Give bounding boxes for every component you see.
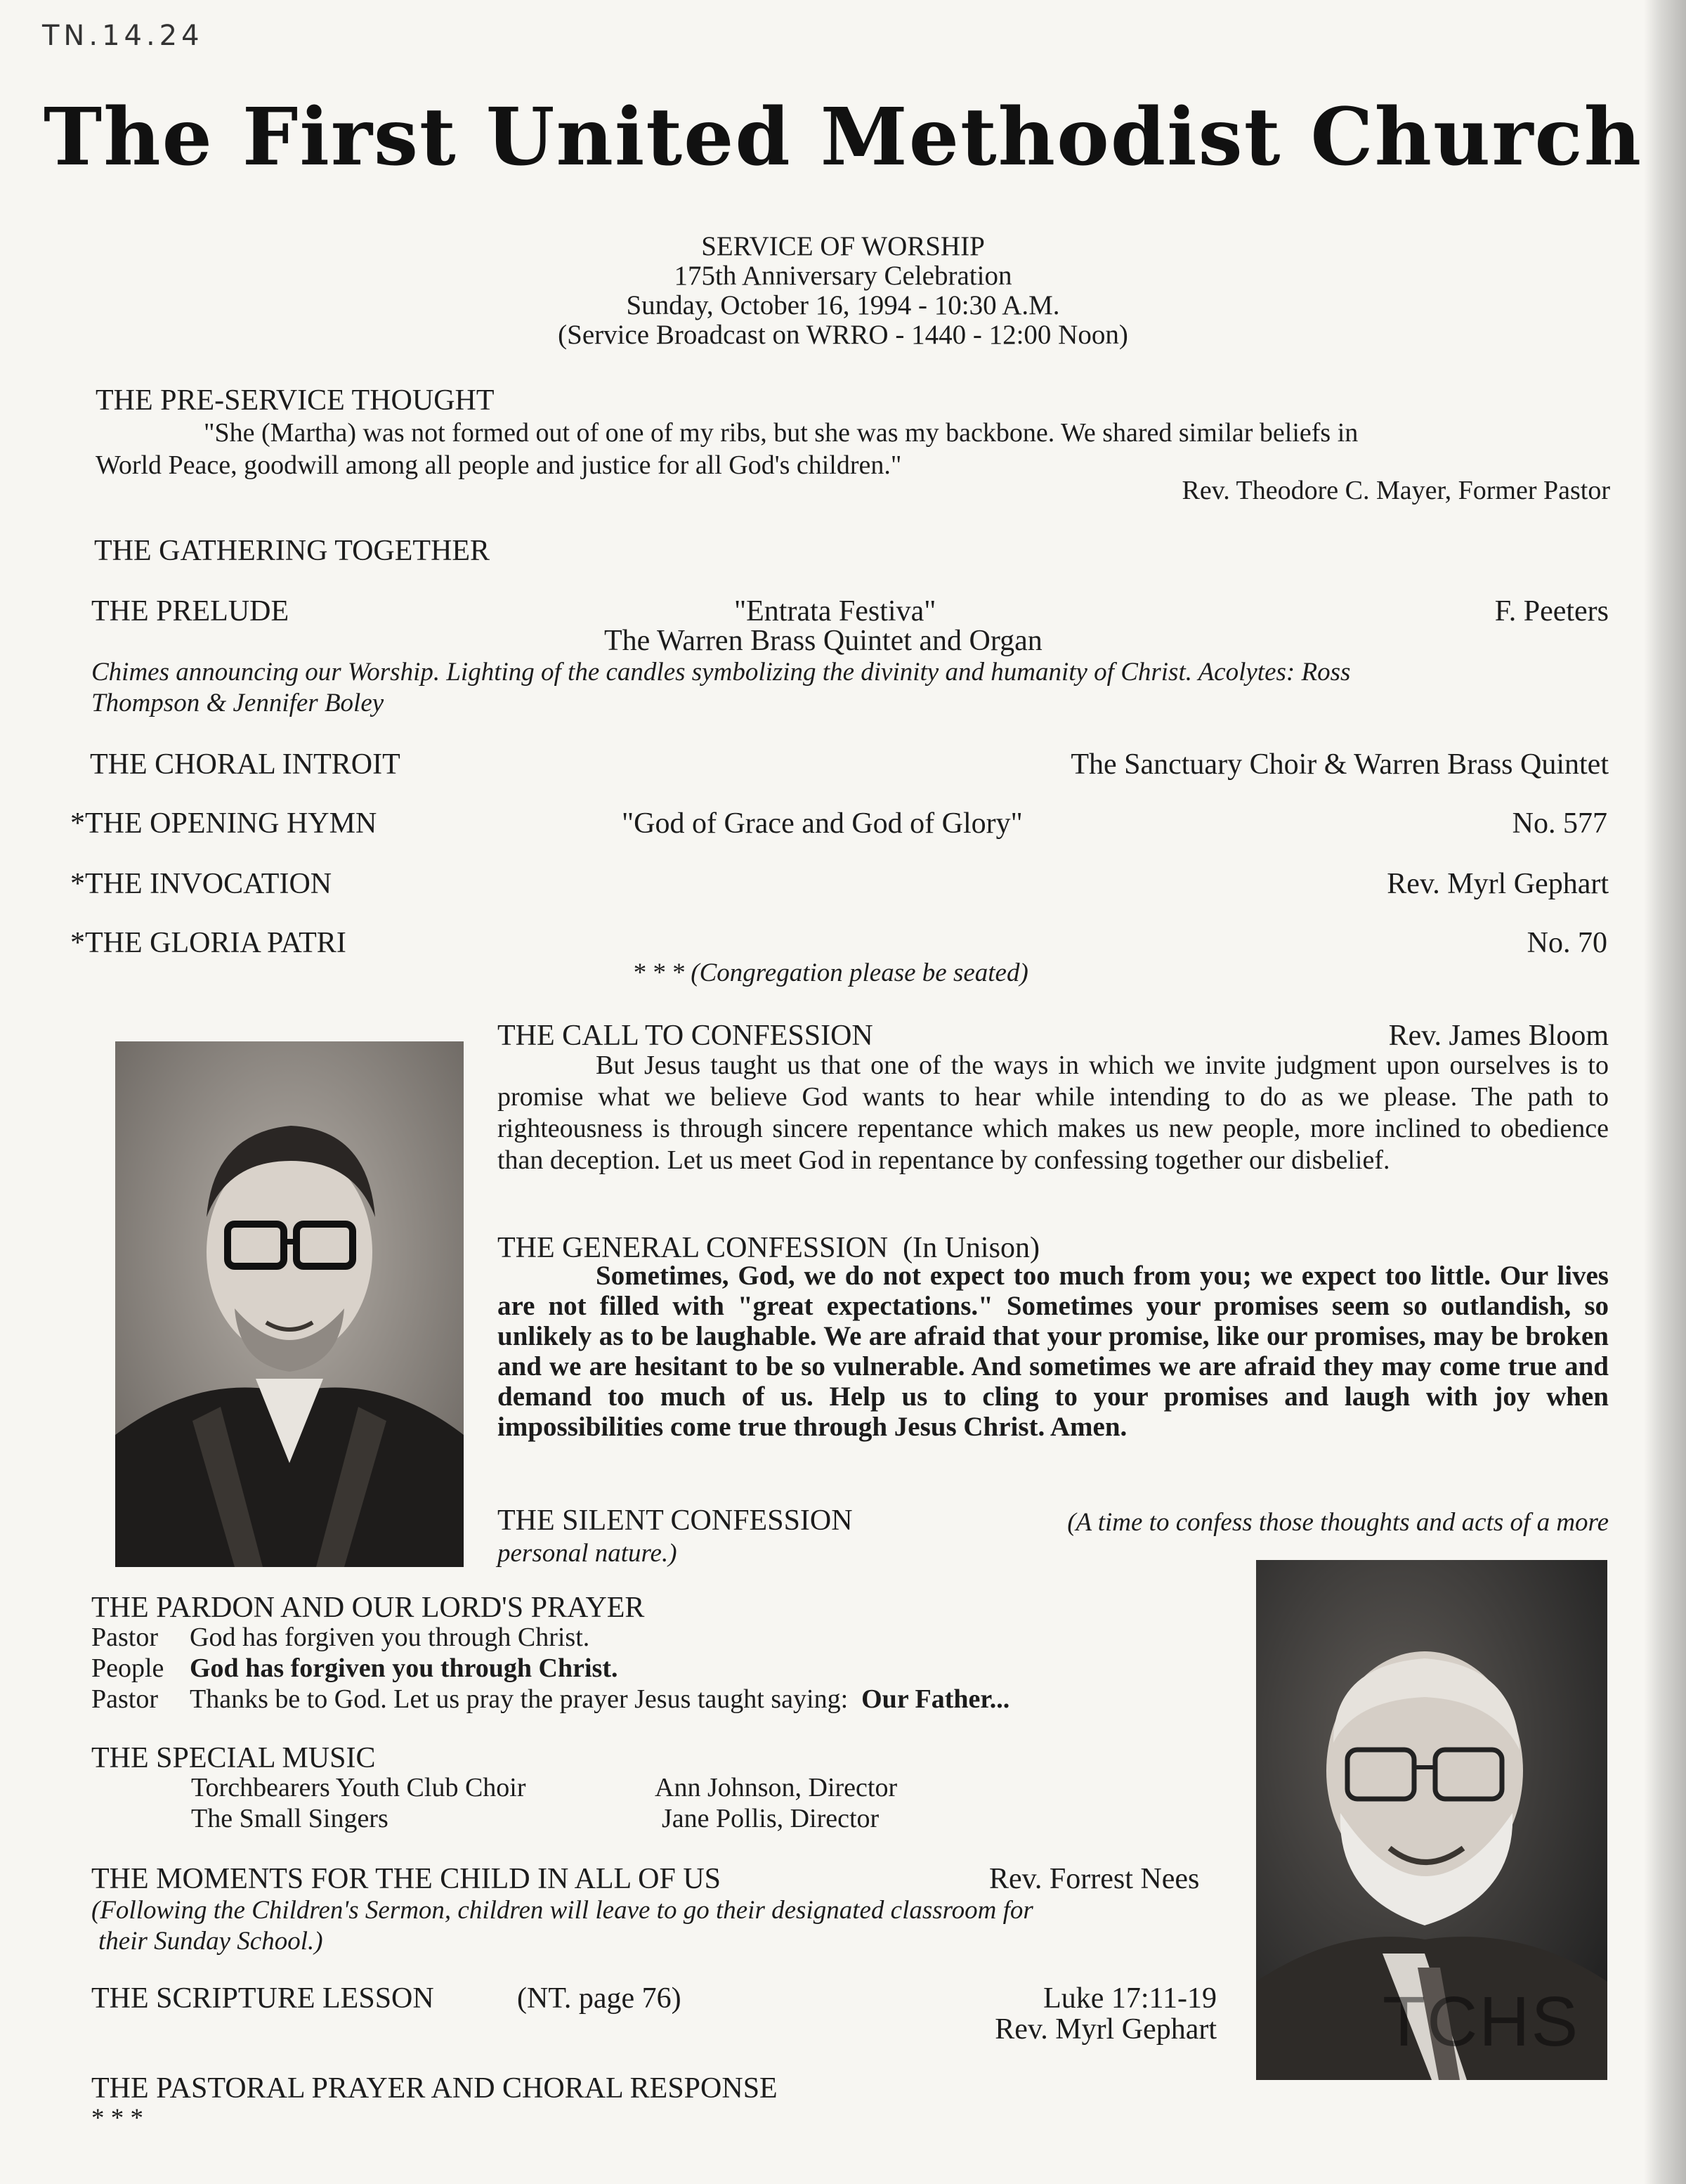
- silent-confession-note-line1: (A time to confess those thoughts and acts of a more: [1067, 1508, 1609, 1537]
- response-emphasis: Our Father...: [861, 1684, 1010, 1714]
- invocation-heading: *THE INVOCATION: [70, 868, 332, 900]
- general-confession-heading: [497, 1231, 1040, 1265]
- group-director: Jane Pollis, Director: [662, 1804, 880, 1833]
- response-text: God has forgiven you through Christ.: [190, 1623, 590, 1652]
- silent-confession-heading: THE SILENT CONFESSION: [497, 1504, 853, 1537]
- special-music-row: [191, 1772, 897, 1803]
- tchs-watermark: TCHS: [1383, 1982, 1580, 2061]
- prelude-piece: "Entrata Festiva": [734, 595, 936, 628]
- service-date: Sunday, October 16, 1994 - 10:30 A.M.: [626, 290, 1060, 320]
- pre-service-attribution: Rev. Theodore C. Mayer, Former Pastor: [1182, 476, 1610, 505]
- prelude-note-line1: Chimes announcing our Worship. Lighting of the candles symbolizing the divinity and humanity of Christ. Acolytes: Ross: [91, 658, 1351, 687]
- call-to-confession-text: But Jesus taught us that one of the ways in which we invite judgment upon ourselves is to promise what we believe God wants to hear while intending to do as we please. The path to righteousness is through sincere repentance which makes us new people, more inclined to obedience than deception. Let us meet God in repentance by confessing together our disbelief.: [497, 1051, 1609, 1175]
- general-confession-text: Sometimes, God, we do not expect too much from you; we expect too little. Our lives are not filled with "great expectations." Sometimes your promises seem so outlandish, so unlikely as to be laughable. We are afraid that your promise, like our promises, may be broken and we are hesitant to be so vulnerable. And sometimes we are afraid they may come true and demand too much of us. Help us to cling to your promises and laugh with joy when impossibilities come true through Jesus Christ. Amen.: [497, 1261, 1609, 1442]
- general-confession-title: THE GENERAL CONFESSION: [497, 1232, 889, 1264]
- moments-note-line1: (Following the Children's Sermon, children will leave to go their designated classroom for: [91, 1896, 1033, 1925]
- prelude-performers: The Warren Brass Quintet and Organ: [604, 625, 1043, 657]
- speaker-label: People: [91, 1653, 164, 1683]
- call-to-confession-heading: THE CALL TO CONFESSION: [497, 1020, 873, 1052]
- silent-confession-note-line2: personal nature.): [497, 1539, 677, 1568]
- pardon-row: [91, 1622, 1009, 1653]
- special-music-groups: [191, 1772, 897, 1834]
- anniversary-line: 175th Anniversary Celebration: [674, 261, 1012, 291]
- special-music-row: [191, 1803, 897, 1834]
- pastoral-prayer-stars: * * *: [91, 2104, 143, 2133]
- broadcast-note: (Service Broadcast on WRRO - 1440 - 12:00 Noon): [558, 320, 1128, 350]
- choral-introit-performers: The Sanctuary Choir & Warren Brass Quintet: [1071, 748, 1609, 781]
- pre-service-quote-line1: "She (Martha) was not formed out of one of my ribs, but she was my backbone. We shared similar beliefs in: [204, 418, 1359, 448]
- pardon-row: [91, 1684, 1009, 1715]
- scripture-reference: Luke 17:11-19: [1043, 1982, 1217, 2015]
- gloria-heading: *THE GLORIA PATRI: [70, 927, 346, 959]
- prelude-composer: F. Peeters: [1494, 595, 1609, 628]
- service-header: [0, 232, 1686, 350]
- church-title: The First United Methodist Church: [43, 91, 1643, 183]
- choral-introit-heading: THE CHORAL INTROIT: [90, 748, 400, 781]
- moments-note-line2: their Sunday School.): [98, 1927, 323, 1956]
- prelude-heading: THE PRELUDE: [91, 595, 289, 628]
- page-fold-shadow: [1644, 0, 1686, 2184]
- general-confession-note: (In Unison): [903, 1232, 1040, 1264]
- handwritten-catalog-note: TN.14.24: [42, 20, 204, 52]
- service-title: SERVICE OF WORSHIP: [701, 231, 985, 261]
- group-director: Ann Johnson, Director: [655, 1773, 898, 1802]
- speaker-label: Pastor: [91, 1623, 158, 1652]
- special-music-heading: THE SPECIAL MUSIC: [91, 1742, 376, 1774]
- speaker-label: Pastor: [91, 1684, 158, 1714]
- opening-hymn-heading: *THE OPENING HYMN: [70, 807, 377, 840]
- response-emphasis: God has forgiven you through Christ.: [190, 1653, 618, 1683]
- opening-hymn-title: "God of Grace and God of Glory": [622, 807, 1023, 840]
- response-text: Thanks be to God. Let us pray the prayer Jesus taught saying:: [190, 1684, 849, 1714]
- moments-leader: Rev. Forrest Nees: [989, 1863, 1200, 1895]
- scripture-heading: THE SCRIPTURE LESSON: [91, 1982, 434, 2015]
- opening-hymn-number: No. 577: [1512, 807, 1607, 840]
- scripture-reader: Rev. Myrl Gephart: [995, 2013, 1217, 2046]
- group-name: The Small Singers: [191, 1804, 388, 1833]
- seated-note: * * * (Congregation please be seated): [632, 958, 1028, 987]
- gloria-number: No. 70: [1527, 927, 1607, 959]
- pardon-heading: THE PARDON AND OUR LORD'S PRAYER: [91, 1592, 645, 1624]
- invocation-leader: Rev. Myrl Gephart: [1387, 868, 1609, 900]
- pastor-portrait-photo: [115, 1041, 464, 1567]
- gathering-heading: THE GATHERING TOGETHER: [94, 535, 490, 567]
- pre-service-quote-line2: World Peace, goodwill among all people and justice for all God's children.": [96, 450, 902, 480]
- pre-service-heading: THE PRE-SERVICE THOUGHT: [96, 384, 495, 417]
- moments-heading: THE MOMENTS FOR THE CHILD IN ALL OF US: [91, 1863, 721, 1895]
- call-to-confession-leader: Rev. James Bloom: [1388, 1020, 1609, 1052]
- pardon-responses: [91, 1622, 1009, 1715]
- group-name: Torchbearers Youth Club Choir: [191, 1773, 526, 1802]
- pardon-row: [91, 1653, 1009, 1684]
- prelude-note-line2: Thompson & Jennifer Boley: [91, 689, 384, 717]
- scripture-page: (NT. page 76): [517, 1982, 681, 2015]
- portrait-illustration: [115, 1041, 464, 1567]
- pastoral-prayer-heading: THE PASTORAL PRAYER AND CHORAL RESPONSE: [91, 2072, 778, 2105]
